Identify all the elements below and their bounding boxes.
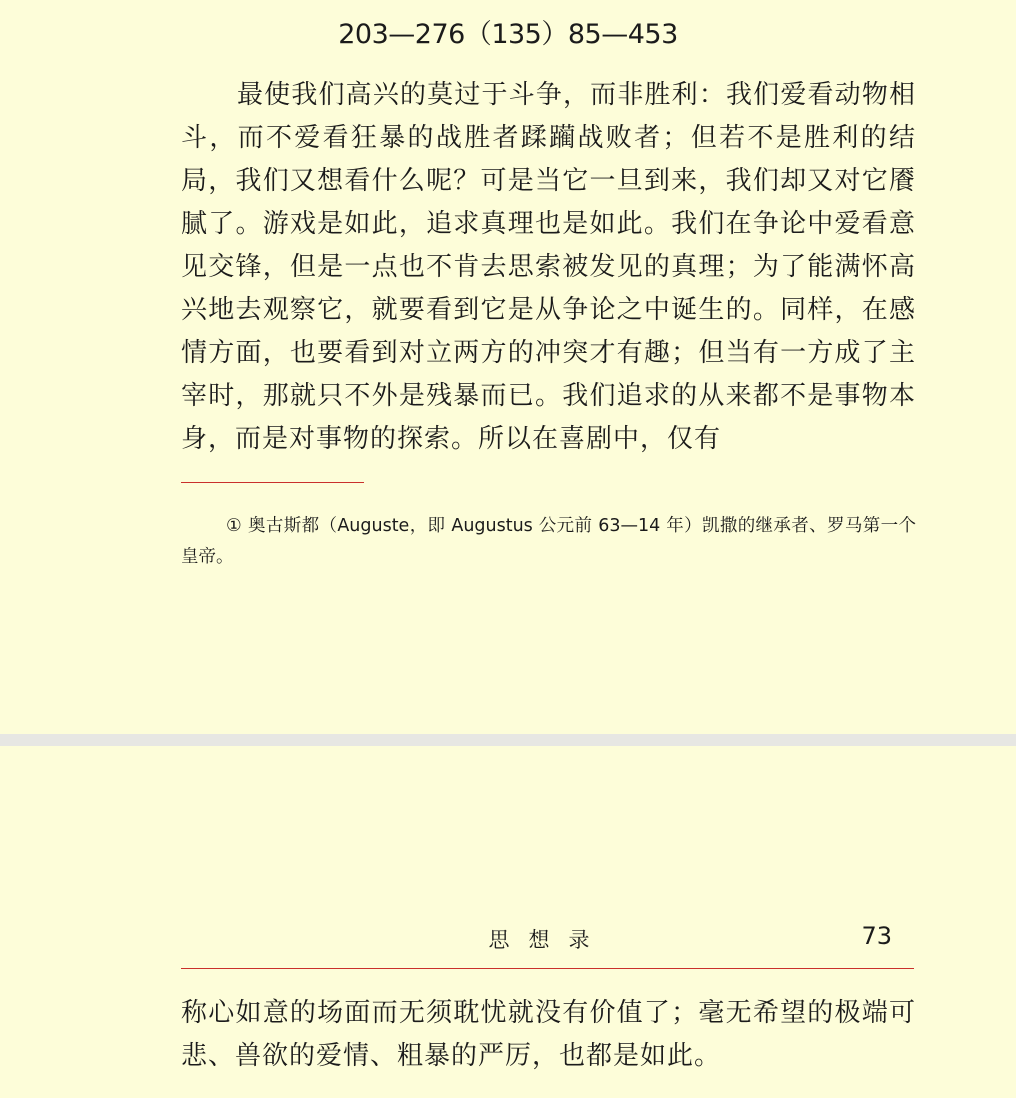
page-number: 73 [861, 922, 892, 950]
page-separator [0, 734, 1016, 746]
footnote: ① 奥古斯都（Auguste，即 Augustus 公元前 63—14 年）凯撒的继承者、罗马第一个皇帝。 [181, 516, 916, 567]
continued-paragraph: 称心如意的场面而无须耽忧就没有价值了；毫无希望的极端可悲、兽欲的爱情、粗暴的严厉，也都是如此。 [181, 998, 916, 1071]
book-title: 思想录 [488, 928, 609, 952]
main-paragraph: 最使我们高兴的莫过于斗争，而非胜利：我们爱看动物相斗，而不爱看狂暴的战胜者蹂躏战败者；但若不是胜利的结局，我们又想看什么呢？可是当它一旦到来，我们却又对它餍腻了。游戏是如此，追求真理也是如此。我们在争论中爱看意见交锋，但是一点也不肯去思索被发见的真理；为了能满怀高兴地去观察它，就要看到它是从争论之中诞生的。同样，在感情方面，也要看到对立两方的冲突才有趣；但当有一方成了主宰时，那就只不外是残暴而已。我们追求的从来都不是事物本身，而是对事物的探索。所以在喜剧中，仅有 [181, 80, 916, 454]
bottom-page [0, 746, 1016, 1098]
running-header [181, 922, 916, 962]
header-divider [181, 968, 914, 969]
reference-line: 203—276（135）85—453 [338, 19, 678, 50]
footnote-divider [181, 482, 364, 483]
